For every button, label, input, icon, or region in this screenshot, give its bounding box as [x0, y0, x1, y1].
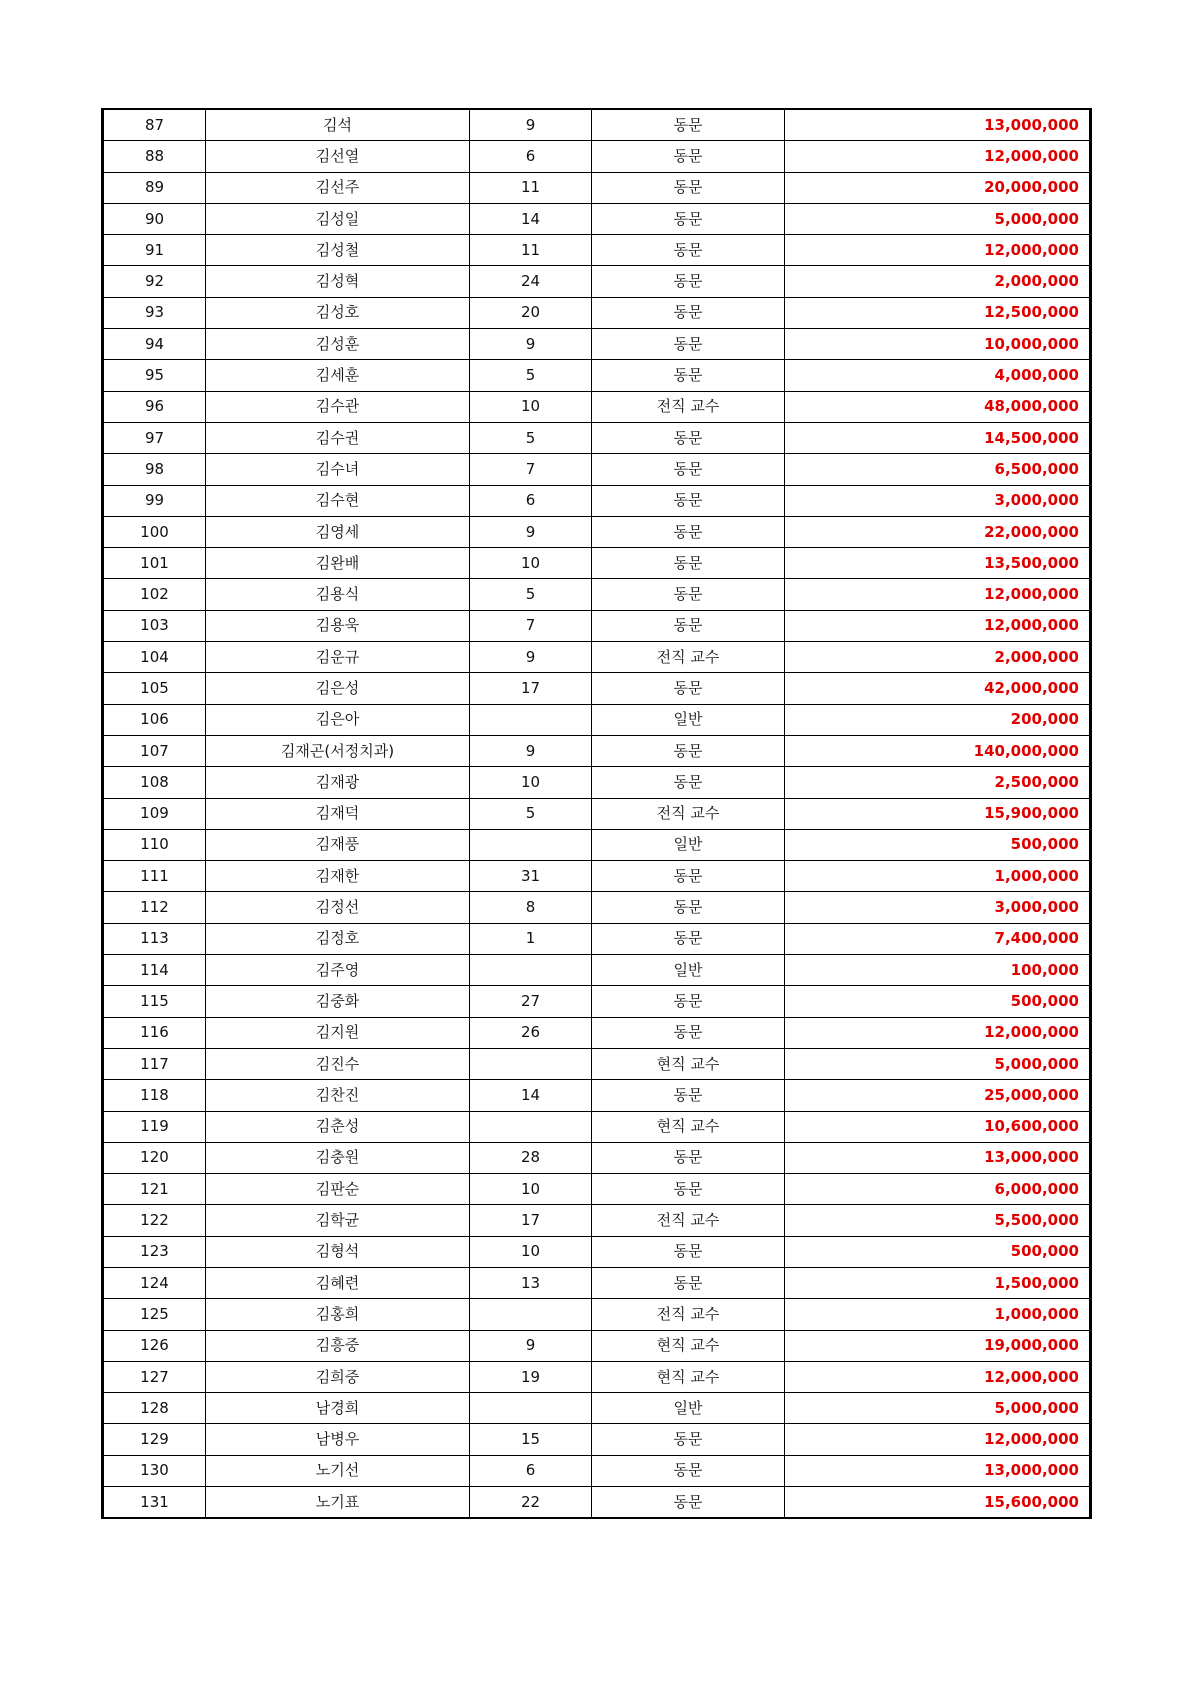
row-number-cell: 121 — [103, 1174, 206, 1205]
table-row — [103, 1299, 1091, 1330]
table-row — [103, 1361, 1091, 1392]
donor-type-cell: 동문 — [592, 923, 785, 954]
class-year-cell: 10 — [470, 1236, 592, 1267]
table-row — [103, 1080, 1091, 1111]
donor-type-cell: 동문 — [592, 109, 785, 141]
donation-amount-cell: 12,500,000 — [785, 297, 1091, 328]
table-row — [103, 485, 1091, 516]
row-number-cell: 95 — [103, 360, 206, 391]
donor-name-cell: 김주영 — [206, 955, 470, 986]
donor-type-cell: 전직 교수 — [592, 1205, 785, 1236]
donation-amount-cell: 200,000 — [785, 704, 1091, 735]
donation-amount-cell: 2,000,000 — [785, 642, 1091, 673]
donor-name-cell: 김혜련 — [206, 1267, 470, 1298]
class-year-cell: 6 — [470, 1455, 592, 1486]
row-number-cell: 91 — [103, 235, 206, 266]
row-number-cell: 87 — [103, 109, 206, 141]
donor-table — [101, 108, 1092, 1519]
table-row — [103, 735, 1091, 766]
row-number-cell: 124 — [103, 1267, 206, 1298]
row-number-cell: 96 — [103, 391, 206, 422]
donor-name-cell: 김세훈 — [206, 360, 470, 391]
row-number-cell: 89 — [103, 172, 206, 203]
donation-amount-cell: 4,000,000 — [785, 360, 1091, 391]
class-year-cell: 7 — [470, 454, 592, 485]
donor-type-cell: 동문 — [592, 767, 785, 798]
donor-type-cell: 동문 — [592, 1017, 785, 1048]
donor-type-cell: 동문 — [592, 579, 785, 610]
table-row — [103, 642, 1091, 673]
donation-amount-cell: 500,000 — [785, 986, 1091, 1017]
donor-type-cell: 현직 교수 — [592, 1048, 785, 1079]
donation-amount-cell: 5,000,000 — [785, 203, 1091, 234]
donation-amount-cell: 12,000,000 — [785, 1361, 1091, 1392]
class-year-cell: 10 — [470, 1174, 592, 1205]
table-row — [103, 1017, 1091, 1048]
donor-type-cell: 동문 — [592, 892, 785, 923]
donor-name-cell: 김완배 — [206, 548, 470, 579]
table-row — [103, 1487, 1091, 1519]
donor-type-cell: 동문 — [592, 1267, 785, 1298]
table-row — [103, 1174, 1091, 1205]
row-number-cell: 100 — [103, 516, 206, 547]
donation-amount-cell: 14,500,000 — [785, 422, 1091, 453]
table-row — [103, 1455, 1091, 1486]
row-number-cell: 107 — [103, 735, 206, 766]
row-number-cell: 98 — [103, 454, 206, 485]
donor-type-cell: 일반 — [592, 704, 785, 735]
class-year-cell: 9 — [470, 109, 592, 141]
donor-name-cell: 노기선 — [206, 1455, 470, 1486]
donor-type-cell: 전직 교수 — [592, 1299, 785, 1330]
donor-type-cell: 동문 — [592, 297, 785, 328]
donation-amount-cell: 13,000,000 — [785, 109, 1091, 141]
donor-type-cell: 동문 — [592, 203, 785, 234]
donor-type-cell: 동문 — [592, 1142, 785, 1173]
donor-name-cell: 김용욱 — [206, 610, 470, 641]
table-row — [103, 422, 1091, 453]
row-number-cell: 104 — [103, 642, 206, 673]
donor-type-cell: 동문 — [592, 360, 785, 391]
table-row — [103, 892, 1091, 923]
table-row — [103, 1236, 1091, 1267]
table-row — [103, 297, 1091, 328]
donor-type-cell: 동문 — [592, 454, 785, 485]
donor-type-cell: 현직 교수 — [592, 1111, 785, 1142]
row-number-cell: 103 — [103, 610, 206, 641]
donor-name-cell: 김수현 — [206, 485, 470, 516]
donor-type-cell: 동문 — [592, 1174, 785, 1205]
donation-amount-cell: 5,500,000 — [785, 1205, 1091, 1236]
donor-name-cell: 남병우 — [206, 1424, 470, 1455]
row-number-cell: 112 — [103, 892, 206, 923]
donation-amount-cell: 12,000,000 — [785, 610, 1091, 641]
class-year-cell: 9 — [470, 1330, 592, 1361]
donation-amount-cell: 13,500,000 — [785, 548, 1091, 579]
row-number-cell: 92 — [103, 266, 206, 297]
table-row — [103, 861, 1091, 892]
donor-type-cell: 동문 — [592, 986, 785, 1017]
class-year-cell: 10 — [470, 767, 592, 798]
donor-name-cell: 김찬진 — [206, 1080, 470, 1111]
donation-amount-cell: 100,000 — [785, 955, 1091, 986]
class-year-cell — [470, 1393, 592, 1424]
donor-type-cell: 전직 교수 — [592, 391, 785, 422]
donor-name-cell: 김성혁 — [206, 266, 470, 297]
donation-amount-cell: 15,900,000 — [785, 798, 1091, 829]
class-year-cell: 31 — [470, 861, 592, 892]
donation-amount-cell: 48,000,000 — [785, 391, 1091, 422]
donor-name-cell: 김지원 — [206, 1017, 470, 1048]
donor-type-cell: 동문 — [592, 673, 785, 704]
table-row — [103, 610, 1091, 641]
donation-amount-cell: 7,400,000 — [785, 923, 1091, 954]
donor-name-cell: 김정호 — [206, 923, 470, 954]
table-row — [103, 986, 1091, 1017]
class-year-cell: 15 — [470, 1424, 592, 1455]
donor-type-cell: 동문 — [592, 1455, 785, 1486]
donor-name-cell: 김선열 — [206, 141, 470, 172]
donation-amount-cell: 140,000,000 — [785, 735, 1091, 766]
class-year-cell: 1 — [470, 923, 592, 954]
table-row — [103, 923, 1091, 954]
donation-amount-cell: 15,600,000 — [785, 1487, 1091, 1519]
donor-name-cell: 김재한 — [206, 861, 470, 892]
table-row — [103, 673, 1091, 704]
row-number-cell: 116 — [103, 1017, 206, 1048]
class-year-cell: 24 — [470, 266, 592, 297]
class-year-cell — [470, 1299, 592, 1330]
donor-name-cell: 김흥중 — [206, 1330, 470, 1361]
row-number-cell: 94 — [103, 329, 206, 360]
donor-name-cell: 김재덕 — [206, 798, 470, 829]
row-number-cell: 129 — [103, 1424, 206, 1455]
donor-type-cell: 동문 — [592, 610, 785, 641]
donation-amount-cell: 42,000,000 — [785, 673, 1091, 704]
table-row — [103, 235, 1091, 266]
donor-name-cell: 김형석 — [206, 1236, 470, 1267]
table-row — [103, 767, 1091, 798]
row-number-cell: 109 — [103, 798, 206, 829]
donor-name-cell: 김수녀 — [206, 454, 470, 485]
donor-name-cell: 김성훈 — [206, 329, 470, 360]
row-number-cell: 126 — [103, 1330, 206, 1361]
donor-type-cell: 동문 — [592, 1424, 785, 1455]
row-number-cell: 114 — [103, 955, 206, 986]
donor-name-cell: 김은성 — [206, 673, 470, 704]
row-number-cell: 105 — [103, 673, 206, 704]
class-year-cell: 6 — [470, 141, 592, 172]
donor-type-cell: 동문 — [592, 266, 785, 297]
donor-name-cell: 김재풍 — [206, 829, 470, 860]
donor-name-cell: 김성호 — [206, 297, 470, 328]
donation-amount-cell: 12,000,000 — [785, 235, 1091, 266]
row-number-cell: 110 — [103, 829, 206, 860]
row-number-cell: 97 — [103, 422, 206, 453]
donor-type-cell: 동문 — [592, 1487, 785, 1519]
class-year-cell: 9 — [470, 735, 592, 766]
class-year-cell: 26 — [470, 1017, 592, 1048]
donor-name-cell: 김용식 — [206, 579, 470, 610]
donor-name-cell: 김희중 — [206, 1361, 470, 1392]
class-year-cell: 5 — [470, 360, 592, 391]
donor-type-cell: 동문 — [592, 485, 785, 516]
donation-amount-cell: 6,000,000 — [785, 1174, 1091, 1205]
class-year-cell: 10 — [470, 391, 592, 422]
donor-name-cell: 김성철 — [206, 235, 470, 266]
donor-type-cell: 동문 — [592, 516, 785, 547]
donor-type-cell: 동문 — [592, 235, 785, 266]
donation-amount-cell: 2,000,000 — [785, 266, 1091, 297]
donation-amount-cell: 13,000,000 — [785, 1455, 1091, 1486]
donor-type-cell: 일반 — [592, 955, 785, 986]
class-year-cell — [470, 704, 592, 735]
donor-name-cell: 김운규 — [206, 642, 470, 673]
table-row — [103, 1330, 1091, 1361]
donation-amount-cell: 19,000,000 — [785, 1330, 1091, 1361]
table-row — [103, 109, 1091, 141]
row-number-cell: 130 — [103, 1455, 206, 1486]
table-row — [103, 955, 1091, 986]
donor-name-cell: 김성일 — [206, 203, 470, 234]
class-year-cell: 27 — [470, 986, 592, 1017]
donor-type-cell: 현직 교수 — [592, 1361, 785, 1392]
class-year-cell: 17 — [470, 673, 592, 704]
class-year-cell: 9 — [470, 642, 592, 673]
row-number-cell: 127 — [103, 1361, 206, 1392]
donor-name-cell: 김홍희 — [206, 1299, 470, 1330]
row-number-cell: 122 — [103, 1205, 206, 1236]
row-number-cell: 99 — [103, 485, 206, 516]
donation-amount-cell: 1,000,000 — [785, 861, 1091, 892]
donation-amount-cell: 500,000 — [785, 829, 1091, 860]
class-year-cell — [470, 955, 592, 986]
table-row — [103, 516, 1091, 547]
donation-amount-cell: 5,000,000 — [785, 1048, 1091, 1079]
donation-amount-cell: 12,000,000 — [785, 1424, 1091, 1455]
table-row — [103, 1048, 1091, 1079]
row-number-cell: 101 — [103, 548, 206, 579]
class-year-cell: 22 — [470, 1487, 592, 1519]
donor-name-cell: 노기표 — [206, 1487, 470, 1519]
donor-type-cell: 동문 — [592, 735, 785, 766]
row-number-cell: 118 — [103, 1080, 206, 1111]
donor-name-cell: 김중화 — [206, 986, 470, 1017]
table-row — [103, 454, 1091, 485]
donation-amount-cell: 25,000,000 — [785, 1080, 1091, 1111]
donor-name-cell: 김영세 — [206, 516, 470, 547]
donor-type-cell: 현직 교수 — [592, 1330, 785, 1361]
donation-amount-cell: 3,000,000 — [785, 892, 1091, 923]
donation-amount-cell: 12,000,000 — [785, 579, 1091, 610]
table-row — [103, 1111, 1091, 1142]
table-row — [103, 1393, 1091, 1424]
row-number-cell: 113 — [103, 923, 206, 954]
donation-amount-cell: 3,000,000 — [785, 485, 1091, 516]
class-year-cell: 8 — [470, 892, 592, 923]
table-row — [103, 548, 1091, 579]
donor-type-cell: 전직 교수 — [592, 642, 785, 673]
table-row — [103, 141, 1091, 172]
donation-amount-cell: 2,500,000 — [785, 767, 1091, 798]
row-number-cell: 119 — [103, 1111, 206, 1142]
table-row — [103, 579, 1091, 610]
donation-amount-cell: 500,000 — [785, 1236, 1091, 1267]
class-year-cell: 9 — [470, 516, 592, 547]
row-number-cell: 131 — [103, 1487, 206, 1519]
donor-type-cell: 동문 — [592, 172, 785, 203]
row-number-cell: 106 — [103, 704, 206, 735]
donor-type-cell: 동문 — [592, 861, 785, 892]
class-year-cell — [470, 1111, 592, 1142]
donor-name-cell: 김충원 — [206, 1142, 470, 1173]
donation-amount-cell: 13,000,000 — [785, 1142, 1091, 1173]
row-number-cell: 115 — [103, 986, 206, 1017]
row-number-cell: 93 — [103, 297, 206, 328]
donor-type-cell: 일반 — [592, 829, 785, 860]
donation-amount-cell: 12,000,000 — [785, 141, 1091, 172]
class-year-cell — [470, 1048, 592, 1079]
donor-name-cell: 김재곤(서정치과) — [206, 735, 470, 766]
table-row — [103, 798, 1091, 829]
class-year-cell: 5 — [470, 579, 592, 610]
row-number-cell: 123 — [103, 1236, 206, 1267]
donor-name-cell: 김석 — [206, 109, 470, 141]
donation-amount-cell: 20,000,000 — [785, 172, 1091, 203]
donor-name-cell: 김수관 — [206, 391, 470, 422]
donor-type-cell: 동문 — [592, 548, 785, 579]
class-year-cell: 14 — [470, 1080, 592, 1111]
row-number-cell: 90 — [103, 203, 206, 234]
row-number-cell: 128 — [103, 1393, 206, 1424]
class-year-cell: 7 — [470, 610, 592, 641]
class-year-cell: 13 — [470, 1267, 592, 1298]
row-number-cell: 108 — [103, 767, 206, 798]
donor-table-body — [103, 109, 1091, 1518]
donor-name-cell: 남경희 — [206, 1393, 470, 1424]
donation-amount-cell: 6,500,000 — [785, 454, 1091, 485]
donation-amount-cell: 10,000,000 — [785, 329, 1091, 360]
donor-name-cell: 김판순 — [206, 1174, 470, 1205]
donor-type-cell: 동문 — [592, 329, 785, 360]
table-row — [103, 829, 1091, 860]
table-row — [103, 1267, 1091, 1298]
donation-amount-cell: 10,600,000 — [785, 1111, 1091, 1142]
table-row — [103, 266, 1091, 297]
table-row — [103, 391, 1091, 422]
donor-type-cell: 동문 — [592, 1236, 785, 1267]
row-number-cell: 102 — [103, 579, 206, 610]
class-year-cell: 17 — [470, 1205, 592, 1236]
class-year-cell: 20 — [470, 297, 592, 328]
donation-amount-cell: 12,000,000 — [785, 1017, 1091, 1048]
row-number-cell: 125 — [103, 1299, 206, 1330]
donor-name-cell: 김수권 — [206, 422, 470, 453]
class-year-cell: 5 — [470, 798, 592, 829]
donation-amount-cell: 22,000,000 — [785, 516, 1091, 547]
donor-name-cell: 김진수 — [206, 1048, 470, 1079]
table-row — [103, 1205, 1091, 1236]
table-row — [103, 203, 1091, 234]
donor-name-cell: 김학균 — [206, 1205, 470, 1236]
class-year-cell: 14 — [470, 203, 592, 234]
donor-type-cell: 일반 — [592, 1393, 785, 1424]
class-year-cell: 19 — [470, 1361, 592, 1392]
class-year-cell: 10 — [470, 548, 592, 579]
table-row — [103, 704, 1091, 735]
class-year-cell — [470, 829, 592, 860]
donor-type-cell: 동문 — [592, 1080, 785, 1111]
donor-name-cell: 김은아 — [206, 704, 470, 735]
row-number-cell: 120 — [103, 1142, 206, 1173]
donor-name-cell: 김재광 — [206, 767, 470, 798]
donor-type-cell: 동문 — [592, 141, 785, 172]
donation-amount-cell: 5,000,000 — [785, 1393, 1091, 1424]
class-year-cell: 6 — [470, 485, 592, 516]
class-year-cell: 28 — [470, 1142, 592, 1173]
donation-amount-cell: 1,000,000 — [785, 1299, 1091, 1330]
table-row — [103, 172, 1091, 203]
donor-name-cell: 김춘성 — [206, 1111, 470, 1142]
table-row — [103, 1424, 1091, 1455]
donor-name-cell: 김정선 — [206, 892, 470, 923]
row-number-cell: 111 — [103, 861, 206, 892]
row-number-cell: 88 — [103, 141, 206, 172]
donor-type-cell: 전직 교수 — [592, 798, 785, 829]
row-number-cell: 117 — [103, 1048, 206, 1079]
table-row — [103, 360, 1091, 391]
class-year-cell: 9 — [470, 329, 592, 360]
class-year-cell: 11 — [470, 235, 592, 266]
donor-name-cell: 김선주 — [206, 172, 470, 203]
donor-type-cell: 동문 — [592, 422, 785, 453]
table-row — [103, 1142, 1091, 1173]
donation-amount-cell: 1,500,000 — [785, 1267, 1091, 1298]
class-year-cell: 11 — [470, 172, 592, 203]
class-year-cell: 5 — [470, 422, 592, 453]
table-row — [103, 329, 1091, 360]
